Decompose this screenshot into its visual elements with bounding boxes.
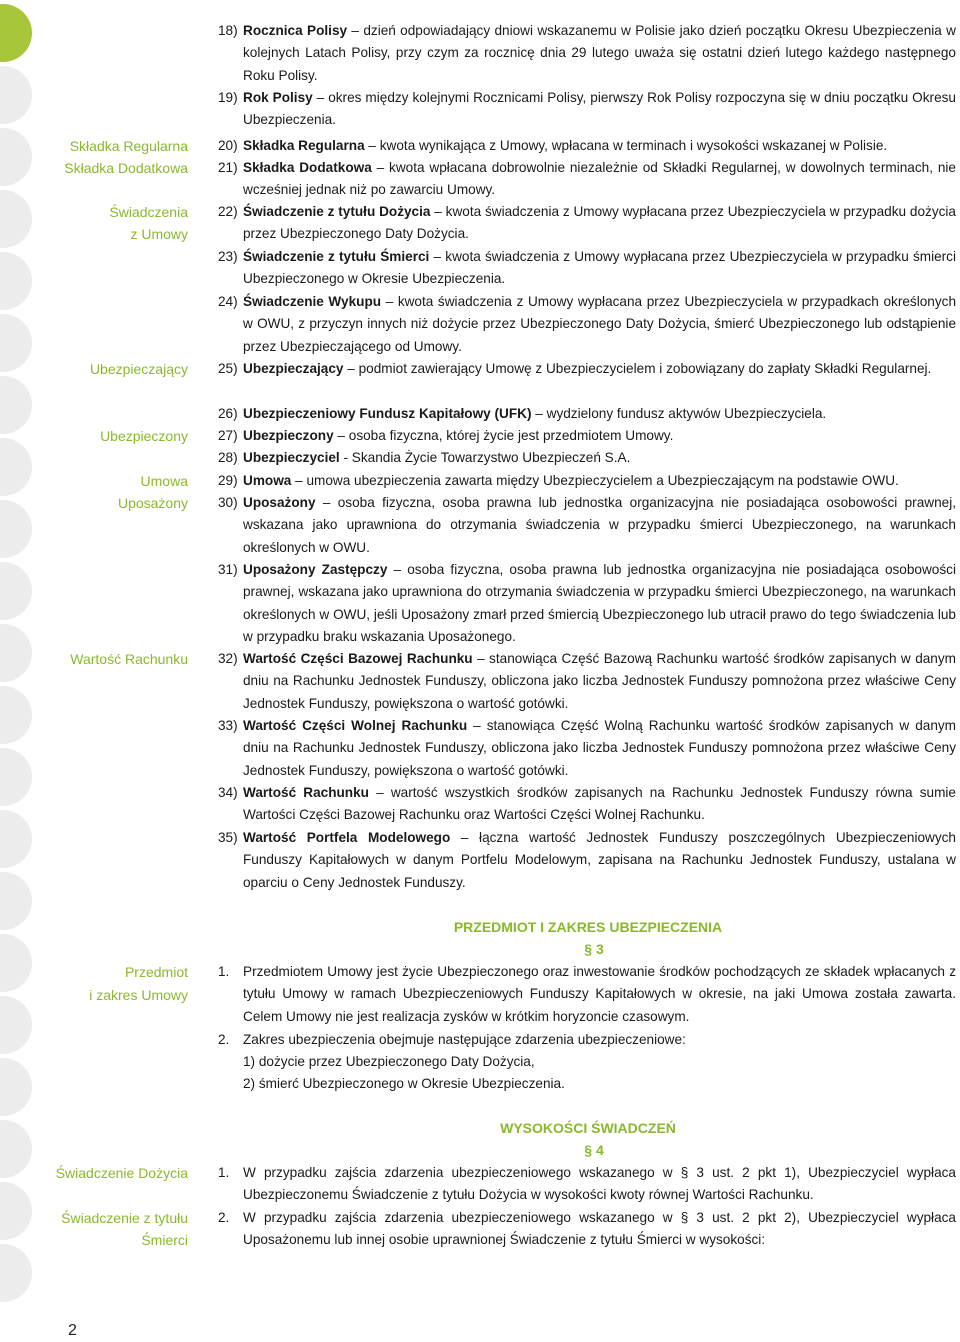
margin-note: Wartość Rachunku xyxy=(70,651,188,667)
definition-term: Rok Polisy xyxy=(243,90,313,105)
margin-note: Ubezpieczony xyxy=(100,428,188,444)
definition-item xyxy=(218,201,956,246)
definition-text: – wartość wszystkich środków zapisanych na Rachunku Jednostek Funduszy równa sumie Wartości Części Bazowej Rachunku oraz Wartości Części Wolnej Rachunku. xyxy=(243,785,956,823)
page-number: 2 xyxy=(68,1322,77,1339)
definition-text: – wydzielony fundusz aktywów Ubezpieczyciela. xyxy=(531,406,827,421)
scallop xyxy=(0,1244,32,1302)
definition-term: Uposażony Zastępczy xyxy=(243,562,388,577)
margin-note: i zakres Umowy xyxy=(89,987,188,1003)
item-number: 29) xyxy=(218,473,238,488)
definition-item xyxy=(218,827,956,894)
definition-text: – kwota świadczenia z Umowy wypłacana przez Ubezpieczyciela w przypadku śmierci Ubezpieczonego w Okresie Ubezpieczenia. xyxy=(243,249,956,287)
definition-item xyxy=(218,87,956,132)
accent-scallop xyxy=(0,4,32,62)
item-number: 32) xyxy=(218,651,238,666)
definition-text: - Skandia Życie Towarzystwo Ubezpieczeń S.A. xyxy=(339,450,631,465)
scallop xyxy=(0,748,32,806)
definition-term: Wartość Rachunku xyxy=(243,785,369,800)
definition-text: – kwota wpłacana dobrowolnie niezależnie od Składki Regularnej, w dowolnych terminach, nie wcześniej jednak niż po zawarciu Umowy. xyxy=(243,160,956,198)
item-number: 22) xyxy=(218,204,238,219)
item-number: 24) xyxy=(218,294,238,309)
margin-note: Świadczenie z tytułu xyxy=(61,1210,188,1226)
definition-item xyxy=(218,291,956,358)
item-number: 2. xyxy=(218,1032,230,1047)
definition-term: Wartość Części Bazowej Rachunku xyxy=(243,651,473,666)
definition-text: – łączna wartość Jednostek Funduszy poszczególnych Ubezpieczeniowych Funduszy Kapitałowych w danym Portfelu Modelowym, zapisana na Rachunku Jednostek Funduszy, ustalana w oparciu o Ceny Jednostek Funduszy. xyxy=(243,830,956,890)
item-number: 23) xyxy=(218,249,238,264)
list-item xyxy=(218,1207,956,1252)
definition-item xyxy=(218,492,956,559)
definition-item xyxy=(218,715,956,782)
definition-term: Świadczenie z tytułu Śmierci xyxy=(243,249,430,264)
item-text: Przedmiotem Umowy jest życie Ubezpieczonego oraz inwestowanie środków pochodzących ze składek wpłacanych z tytułu Umowy w ramach Ubezpieczeniowych Funduszy Kapitałowych w okresie, na jaki Umowa została zawarta. Celem Umowy nie jest realizacja zysków w krótkim horyzoncie czasowym. xyxy=(243,964,956,1024)
definition-item xyxy=(218,403,956,425)
definition-term: Wartość Części Wolnej Rachunku xyxy=(243,718,468,733)
definition-term: Świadczenie Wykupu xyxy=(243,294,382,309)
definition-text: – umowa ubezpieczenia zawarta między Ubezpieczycielem a Ubezpieczającym na podstawie OWU. xyxy=(291,473,899,488)
item-number: 18) xyxy=(218,23,238,38)
scallop xyxy=(0,872,32,930)
definition-item xyxy=(218,246,956,291)
item-number: 20) xyxy=(218,138,238,153)
definition-item xyxy=(218,782,956,827)
definition-item xyxy=(218,20,956,87)
item-text: W przypadku zajścia zdarzenia ubezpieczeniowego wskazanego w § 3 ust. 2 pkt 2), Ubezpieczyciel wypłaca Uposażonemu lub innej osobie uprawnionej Świadczenie z tytułu Śmierci w wysokości: xyxy=(243,1210,956,1248)
item-number: 19) xyxy=(218,90,238,105)
margin-note: Składka Regularna xyxy=(69,138,188,154)
definition-item xyxy=(218,157,956,202)
item-number: 1. xyxy=(218,1165,230,1180)
margin-note: Przedmiot xyxy=(124,964,188,980)
item-number: 25) xyxy=(218,361,238,376)
definition-item xyxy=(218,470,956,492)
scallop xyxy=(0,562,32,620)
definition-term: Wartość Portfela Modelowego xyxy=(243,830,451,845)
section-number: § 3 xyxy=(584,941,604,957)
list-item xyxy=(218,1051,956,1073)
definition-text: – kwota wynikająca z Umowy, wpłacana w terminach i wysokości wskazanej w Polisie. xyxy=(364,138,888,153)
definition-term: Ubezpieczyciel xyxy=(243,450,340,465)
item-text: W przypadku zajścia zdarzenia ubezpieczeniowego wskazanego w § 3 ust. 2 pkt 1), Ubezpieczyciel wypłaca Ubezpieczonemu Świadczenie z tytułu Dożycia w wysokości kwoty równej Wartości Rachunku. xyxy=(243,1165,956,1203)
definition-item xyxy=(218,447,956,469)
item-number: 28) xyxy=(218,450,238,465)
section-number: § 4 xyxy=(584,1142,604,1158)
list-item xyxy=(218,1162,956,1207)
item-number: 30) xyxy=(218,495,238,510)
item-text: 1) dożycie przez Ubezpieczonego Daty Dożycia, xyxy=(243,1054,535,1069)
item-number: 1. xyxy=(218,964,230,979)
item-text: 2) śmierć Ubezpieczonego w Okresie Ubezpieczenia. xyxy=(243,1076,565,1091)
margin-note: Świadczenia xyxy=(109,204,188,220)
scallop xyxy=(0,252,32,310)
margin-note: Uposażony xyxy=(117,495,188,511)
margin-note: Składka Dodatkowa xyxy=(64,160,188,176)
definition-item xyxy=(218,648,956,715)
definition-term: Umowa xyxy=(243,473,292,488)
definition-text: – kwota świadczenia z Umowy wypłacana przez Ubezpieczyciela w przypadku dożycia przez Ubezpieczonego Daty Dożycia. xyxy=(243,204,956,242)
margin-note: Umowa xyxy=(140,473,188,489)
scallop xyxy=(0,686,32,744)
definition-text: – osoba fizyczna, osoba prawna lub jednostka organizacyjna nie posiadająca osobowości prawnej, wskazana jako uprawniona do otrzymania świadczenia w przypadku śmierci Ubezpieczonego, na warunkach określonych w OWU, jeśli Uposażony zmarł przed śmiercią Ubezpieczonego lub utracił prawo do tego świadczenia lub w przypadku braku wskazania Uposażonego. xyxy=(243,562,956,644)
scallop xyxy=(0,66,32,124)
definition-text: – podmiot zawierający Umowę z Ubezpieczycielem i zobowiązany do zapłaty Składki Regularnej. xyxy=(343,361,932,376)
definition-term: Składka Dodatkowa xyxy=(243,160,372,175)
margin-note: Ubezpieczający xyxy=(89,361,188,377)
item-number: 2. xyxy=(218,1210,230,1225)
definition-term: Ubezpieczający xyxy=(243,361,344,376)
definition-item xyxy=(218,358,956,380)
definition-term: Ubezpieczeniowy Fundusz Kapitałowy (UFK) xyxy=(243,406,532,421)
definition-text: – stanowiąca Część Wolną Rachunku wartość środków zapisanych w danym dniu na Rachunku Jednostek Funduszy, obliczona jako liczba Jednostek Funduszy pomnożona przez właściwe Ceny Jednostek Funduszy, powiększona o wartość gotówki. xyxy=(243,718,956,778)
definition-term: Uposażony xyxy=(243,495,316,510)
definition-term: Składka Regularna xyxy=(243,138,365,153)
section-title: PRZEDMIOT I ZAKRES UBEZPIECZENIA xyxy=(453,919,723,935)
definition-text: – okres między kolejnymi Rocznicami Polisy, pierwszy Rok Polisy rozpoczyna się w dniu początku Okresu Ubezpieczenia. xyxy=(243,90,956,128)
item-number: 27) xyxy=(218,428,238,443)
definition-term: Rocznica Polisy xyxy=(243,23,348,38)
definition-item xyxy=(218,135,956,157)
margin-note: Śmierci xyxy=(141,1232,188,1248)
list-item xyxy=(218,1073,956,1095)
list-item xyxy=(218,961,956,1028)
scallop xyxy=(0,1058,32,1116)
definition-item xyxy=(218,559,956,648)
list-item xyxy=(218,1029,956,1051)
definition-term: Świadczenie z tytułu Dożycia xyxy=(243,204,431,219)
item-number: 33) xyxy=(218,718,238,733)
definition-item xyxy=(218,425,956,447)
item-number: 35) xyxy=(218,830,238,845)
scallop xyxy=(0,810,32,868)
definition-text: – osoba fizyczna, osoba prawna lub jednostka organizacyjna nie posiadająca osobowości prawnej, wskazana jako uprawniona do otrzymania świadczenia w przypadku śmierci Ubezpieczonego, na warunkach określonych w OWU. xyxy=(243,495,956,555)
item-text: Zakres ubezpieczenia obejmuje następujące zdarzenia ubezpieczeniowe: xyxy=(243,1032,686,1047)
definition-text: – stanowiąca Część Bazową Rachunku wartość środków zapisanych w danym dniu na Rachunku Jednostek Funduszy, obliczona jako liczba Jednostek Funduszy pomnożona przez właściwe Ceny Jednostek Funduszy, powiększona o wartość gotówki. xyxy=(243,651,956,711)
definition-text: – dzień odpowiadający dniowi wskazanemu w Polisie jako dzień początku Okresu Ubezpieczenia w kolejnych Latach Polisy, przy czym za rocznicę dnia 29 lutego uważa się ostatni dzień lutego każdego następnego Roku Polisy. xyxy=(243,23,956,83)
item-number: 26) xyxy=(218,406,238,421)
definition-text: – kwota świadczenia z Umowy wypłacana przez Ubezpieczyciela w przypadkach określonych w OWU, z przyczyn innych niż dożycie przez Ubezpieczonego Daty Dożycia, śmierć Ubezpieczonego lub odstąpienie przez Ubezpieczającego od Umowy. xyxy=(243,294,956,354)
section-title: WYSOKOŚCI ŚWIADCZEŃ xyxy=(500,1120,676,1136)
margin-note: z Umowy xyxy=(130,226,188,242)
item-number: 31) xyxy=(218,562,238,577)
margin-note: Świadczenie Dożycia xyxy=(55,1165,188,1181)
item-number: 21) xyxy=(218,160,238,175)
definition-term: Ubezpieczony xyxy=(243,428,334,443)
definition-text: – osoba fizyczna, której życie jest przedmiotem Umowy. xyxy=(333,428,674,443)
item-number: 34) xyxy=(218,785,238,800)
